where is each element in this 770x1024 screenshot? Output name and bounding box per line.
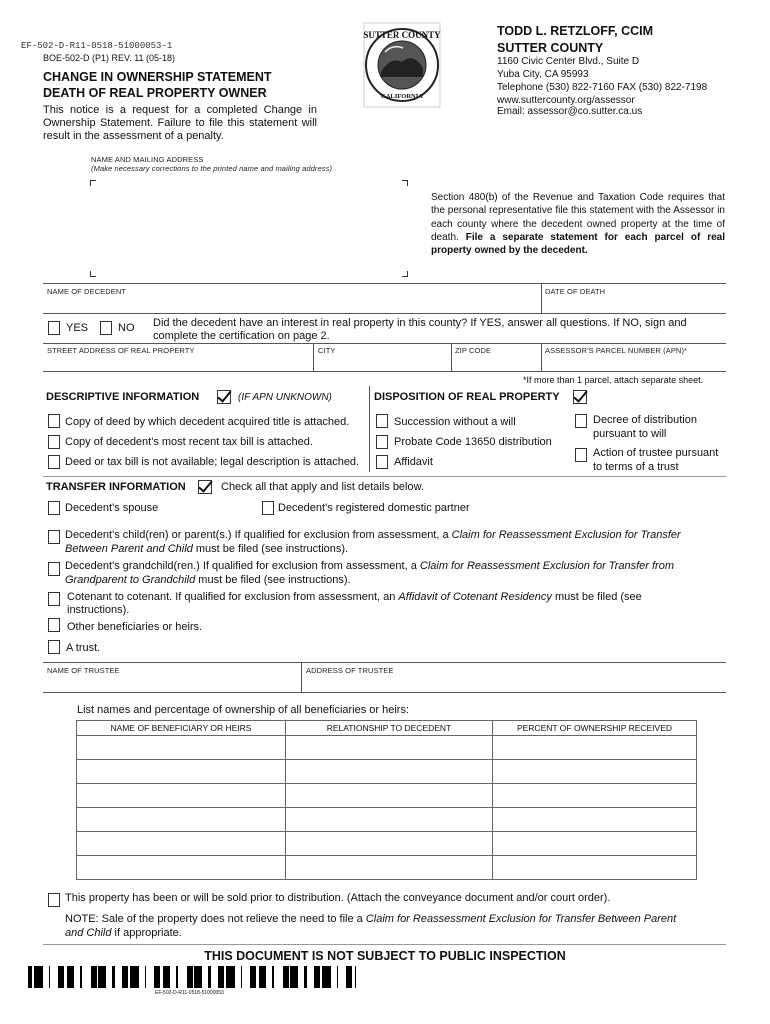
barcode-bar bbox=[218, 966, 220, 988]
decree-checkbox[interactable] bbox=[575, 414, 587, 428]
barcode bbox=[28, 966, 358, 988]
beneficiary-row bbox=[77, 760, 697, 784]
decree-label-line2: pursuant to will bbox=[593, 428, 667, 440]
barcode-bar bbox=[103, 966, 104, 988]
spouse-checkbox[interactable] bbox=[48, 501, 60, 515]
barcode-bar bbox=[304, 966, 307, 988]
probate-checkbox[interactable] bbox=[376, 435, 388, 449]
beneficiaries-intro: List names and percentage of ownership of all beneficiaries or heirs: bbox=[77, 704, 410, 716]
grandchild-label: Decedent's grandchild(ren.) If qualified for exclusion from assessment, a Claim for Reassessment Exclusion for Transfer from Grandparent to Grandchild must be filed (see instructions). bbox=[65, 560, 674, 586]
mailing-sublabel: (Make necessary corrections to the printed name and mailing address) bbox=[91, 164, 333, 173]
barcode-bar bbox=[130, 966, 133, 988]
barcode-bar bbox=[200, 966, 202, 988]
tax-bill-checkbox[interactable] bbox=[48, 435, 60, 449]
apn-label: ASSESSOR'S PARCEL NUMBER (APN)* bbox=[545, 346, 688, 355]
barcode-bar bbox=[176, 966, 178, 988]
deed-copy-checkbox[interactable] bbox=[48, 414, 60, 428]
barcode-bar bbox=[292, 966, 295, 988]
barcode-bar bbox=[226, 966, 229, 988]
beneficiary-row bbox=[77, 832, 697, 856]
mailing-address-box[interactable] bbox=[90, 180, 408, 277]
mailing-label: NAME AND MAILING ADDRESS bbox=[91, 155, 204, 164]
barcode-bar bbox=[40, 966, 43, 988]
barcode-text: EF-502-D-R11-0518-51000053 bbox=[155, 990, 224, 996]
transfer-instruction: Check all that apply and list details below. bbox=[221, 481, 425, 493]
trustee-action-line1: Action of trustee pursuant bbox=[593, 447, 719, 459]
form-revision: BOE-502-D (P1) REV. 11 (05-18) bbox=[43, 53, 176, 63]
percent-cell[interactable] bbox=[493, 856, 697, 880]
barcode-bar bbox=[122, 966, 124, 988]
barcode-bar bbox=[223, 966, 224, 988]
disposition-checkbox[interactable] bbox=[573, 390, 587, 404]
transfer-heading: TRANSFER INFORMATION bbox=[46, 481, 186, 493]
barcode-bar bbox=[188, 966, 190, 988]
assessor-name: TODD L. RETZLOFF, CCIM bbox=[497, 24, 654, 38]
section-480-text: Section 480(b) of the Revenue and Taxation Code requires that the personal representative file this statement with the Assessor in each county where the decedent owned property at the time of death. File a separate statement for each parcel of real property owned by the decedent. bbox=[431, 192, 725, 257]
domestic-partner-checkbox[interactable] bbox=[262, 501, 274, 515]
relationship-cell[interactable] bbox=[286, 760, 493, 784]
column-relationship-header: RELATIONSHIP TO DECEDENT bbox=[286, 721, 493, 736]
beneficiary-row bbox=[77, 736, 697, 760]
barcode-bar bbox=[253, 966, 254, 988]
barcode-bar bbox=[262, 966, 265, 988]
barcode-bar bbox=[28, 966, 31, 988]
penalty-notice: This notice is a request for a completed Change in Ownership Statement. Failure to file this statement will result in the assessment of a penalty. bbox=[43, 104, 317, 142]
barcode-bar bbox=[232, 966, 235, 988]
barcode-bar bbox=[254, 966, 256, 988]
other-beneficiaries-checkbox[interactable] bbox=[48, 618, 60, 632]
no-label: NO bbox=[118, 322, 135, 334]
yes-checkbox[interactable] bbox=[48, 321, 60, 335]
form-title-line1: CHANGE IN OWNERSHIP STATEMENT bbox=[43, 70, 272, 84]
beneficiary-name-cell[interactable] bbox=[77, 760, 286, 784]
percent-cell[interactable] bbox=[493, 736, 697, 760]
no-checkbox[interactable] bbox=[100, 321, 112, 335]
assessor-phone: Telephone (530) 822-7160 FAX (530) 822-7198 bbox=[497, 82, 708, 93]
decree-label-line1: Decree of distribution bbox=[593, 414, 697, 426]
barcode-bar bbox=[199, 966, 200, 988]
trust-checkbox[interactable] bbox=[48, 640, 60, 654]
succession-label: Succession without a will bbox=[394, 416, 516, 428]
barcode-bar bbox=[70, 966, 73, 988]
barcode-bar bbox=[328, 966, 331, 988]
trust-label: A trust. bbox=[66, 642, 101, 654]
barcode-bar bbox=[94, 966, 97, 988]
barcode-bar bbox=[158, 966, 160, 988]
trustee-address-label: ADDRESS OF TRUSTEE bbox=[306, 666, 394, 675]
deed-copy-label: Copy of deed by which decedent acquired title is attached. bbox=[65, 416, 350, 428]
barcode-bar bbox=[250, 966, 253, 988]
barcode-bar bbox=[190, 966, 193, 988]
decedent-name-label: NAME OF DECEDENT bbox=[47, 287, 127, 296]
barcode-bar bbox=[194, 966, 196, 988]
probate-label: Probate Code 13650 distribution bbox=[394, 436, 552, 448]
barcode-bar bbox=[127, 966, 128, 988]
barcode-bar bbox=[62, 966, 64, 988]
spouse-label: Decedent's spouse bbox=[65, 502, 159, 514]
beneficiary-row bbox=[77, 808, 697, 832]
barcode-bar bbox=[220, 966, 223, 988]
interest-question-line1: Did the decedent have an interest in real property in this county? If YES, answer all questions. If NO, sign and bbox=[153, 317, 687, 329]
relationship-cell[interactable] bbox=[286, 784, 493, 808]
form-title-line2: DEATH OF REAL PROPERTY OWNER bbox=[43, 86, 267, 100]
other-beneficiaries-label: Other beneficiaries or heirs. bbox=[67, 621, 203, 633]
barcode-bar bbox=[325, 966, 326, 988]
affidavit-label: Affidavit bbox=[394, 456, 433, 468]
barcode-bar bbox=[133, 966, 134, 988]
interest-question-line2: complete the certification on page 2. bbox=[153, 330, 330, 342]
trustee-action-line2: to terms of a trust bbox=[593, 461, 679, 473]
barcode-bar bbox=[265, 966, 266, 988]
beneficiary-name-cell[interactable] bbox=[77, 808, 286, 832]
beneficiary-name-cell[interactable] bbox=[77, 784, 286, 808]
barcode-bar bbox=[38, 966, 40, 988]
grandchild-checkbox[interactable] bbox=[48, 562, 60, 576]
assessor-website[interactable]: www.suttercounty.org/assessor bbox=[497, 95, 635, 106]
barcode-bar bbox=[169, 966, 170, 988]
sold-label: This property has been or will be sold prior to distribution. (Attach the conveyance document and/or court order). bbox=[65, 892, 611, 904]
barcode-bar bbox=[229, 966, 230, 988]
if-apn-unknown-label: (IF APN UNKNOWN) bbox=[238, 392, 332, 403]
barcode-bar bbox=[346, 966, 349, 988]
percent-cell[interactable] bbox=[493, 784, 697, 808]
barcode-bar bbox=[49, 966, 50, 988]
affidavit-checkbox[interactable] bbox=[376, 455, 388, 469]
yes-label: YES bbox=[66, 322, 89, 334]
child-parent-checkbox[interactable] bbox=[48, 530, 60, 544]
barcode-bar bbox=[154, 966, 157, 988]
sold-checkbox[interactable] bbox=[48, 893, 60, 907]
beneficiaries-header-row bbox=[77, 721, 697, 736]
barcode-bar bbox=[187, 966, 188, 988]
barcode-bar bbox=[80, 966, 82, 988]
relationship-cell[interactable] bbox=[286, 856, 493, 880]
barcode-bar bbox=[290, 966, 292, 988]
barcode-bar bbox=[295, 966, 296, 988]
county-seal bbox=[363, 22, 441, 108]
beneficiaries-table bbox=[76, 720, 697, 880]
barcode-bar bbox=[34, 966, 37, 988]
barcode-bar bbox=[316, 966, 319, 988]
beneficiary-row bbox=[77, 856, 697, 880]
beneficiary-row bbox=[77, 784, 697, 808]
percent-cell[interactable] bbox=[493, 760, 697, 784]
barcode-bar bbox=[319, 966, 320, 988]
barcode-bar bbox=[98, 966, 100, 988]
beneficiary-name-cell[interactable] bbox=[77, 856, 286, 880]
barcode-bar bbox=[166, 966, 169, 988]
barcode-bar bbox=[31, 966, 32, 988]
transfer-checkbox[interactable] bbox=[198, 480, 212, 494]
barcode-bar bbox=[145, 966, 146, 988]
barcode-bar bbox=[164, 966, 166, 988]
barcode-bar bbox=[196, 966, 199, 988]
barcode-bar bbox=[104, 966, 106, 988]
date-of-death-label: DATE OF DEATH bbox=[545, 287, 606, 296]
barcode-bar bbox=[58, 966, 61, 988]
street-address-label: STREET ADDRESS OF REAL PROPERTY bbox=[47, 346, 195, 355]
beneficiary-name-cell[interactable] bbox=[77, 832, 286, 856]
barcode-bar bbox=[73, 966, 74, 988]
barcode-bar bbox=[100, 966, 103, 988]
barcode-bar bbox=[355, 966, 356, 988]
apn-note: *If more than 1 parcel, attach separate sheet. bbox=[523, 375, 704, 385]
assessor-email[interactable]: Email: assessor@co.sutter.ca.us bbox=[497, 106, 643, 117]
trustee-action-checkbox[interactable] bbox=[575, 448, 587, 462]
tax-bill-label: Copy of decedent's most recent tax bill is attached. bbox=[65, 436, 313, 448]
barcode-bar bbox=[322, 966, 325, 988]
relationship-cell[interactable] bbox=[286, 736, 493, 760]
barcode-bar bbox=[134, 966, 136, 988]
barcode-bar bbox=[272, 966, 274, 988]
percent-cell[interactable] bbox=[493, 808, 697, 832]
svg-text:SUTTER COUNTY: SUTTER COUNTY bbox=[363, 30, 441, 40]
percent-cell[interactable] bbox=[493, 832, 697, 856]
city-label: CITY bbox=[318, 346, 336, 355]
apn-unknown-checkbox[interactable] bbox=[217, 390, 231, 404]
barcode-bar bbox=[314, 966, 316, 988]
trustee-name-label: NAME OF TRUSTEE bbox=[47, 666, 120, 675]
barcode-bar bbox=[284, 966, 286, 988]
assessor-address1: 1160 Civic Center Blvd., Suite D bbox=[497, 56, 640, 67]
column-name-header: NAME OF BENEFICIARY OR HEIRS bbox=[77, 721, 286, 736]
zip-label: ZIP CODE bbox=[455, 346, 492, 355]
barcode-bar bbox=[136, 966, 139, 988]
public-inspection-notice: THIS DOCUMENT IS NOT SUBJECT TO PUBLIC INSPECTION bbox=[204, 949, 566, 963]
cotenant-checkbox[interactable] bbox=[48, 592, 60, 606]
barcode-bar bbox=[241, 966, 242, 988]
child-parent-label: Decedent's child(ren) or parent(s.) If qualified for exclusion from assessment, a Claim for Reassessment Exclusion for Transfer Between Parent and Child must be filed (see instructions). bbox=[65, 529, 681, 555]
barcode-bar bbox=[124, 966, 127, 988]
column-percent-header: PERCENT OF OWNERSHIP RECEIVED bbox=[493, 721, 697, 736]
disposition-heading: DISPOSITION OF REAL PROPERTY bbox=[374, 391, 560, 403]
beneficiary-name-cell[interactable] bbox=[77, 736, 286, 760]
descriptive-heading: DESCRIPTIVE INFORMATION bbox=[46, 391, 200, 403]
barcode-bar bbox=[350, 966, 352, 988]
succession-checkbox[interactable] bbox=[376, 414, 388, 428]
barcode-bar bbox=[296, 966, 298, 988]
barcode-bar bbox=[259, 966, 260, 988]
sale-note: NOTE: Sale of the property does not relieve the need to file a Claim for Reassessment Exclusion for Transfer Between Parent and Child if appropriate. bbox=[65, 913, 677, 939]
barcode-bar bbox=[349, 966, 350, 988]
barcode-bar bbox=[112, 966, 115, 988]
domestic-partner-label: Decedent's registered domestic partner bbox=[278, 502, 470, 514]
barcode-bar bbox=[68, 966, 70, 988]
assessor-address2: Yuba City, CA 95993 bbox=[497, 69, 589, 80]
barcode-bar bbox=[286, 966, 289, 988]
barcode-bar bbox=[92, 966, 94, 988]
barcode-bar bbox=[326, 966, 328, 988]
barcode-bar bbox=[61, 966, 62, 988]
assessor-county: SUTTER COUNTY bbox=[497, 41, 604, 55]
svg-text:CALIFORNIA: CALIFORNIA bbox=[381, 93, 423, 100]
barcode-bar bbox=[163, 966, 164, 988]
form-id-code: EF-502-D-R11-0518-51000053-1 bbox=[21, 41, 173, 51]
relationship-cell[interactable] bbox=[286, 808, 493, 832]
barcode-bar bbox=[91, 966, 92, 988]
barcode-bar bbox=[67, 966, 68, 988]
legal-description-label: Deed or tax bill is not available; legal description is attached. bbox=[65, 456, 360, 468]
barcode-bar bbox=[260, 966, 262, 988]
cotenant-label: Cotenant to cotenant. If qualified for exclusion from assessment, an Affidavit of Cotenant Residency must be filed (see instructions). bbox=[67, 591, 642, 616]
barcode-bar bbox=[337, 966, 338, 988]
barcode-bar bbox=[157, 966, 158, 988]
barcode-bar bbox=[37, 966, 38, 988]
barcode-bar bbox=[230, 966, 232, 988]
barcode-bar bbox=[208, 966, 211, 988]
barcode-bar bbox=[283, 966, 284, 988]
relationship-cell[interactable] bbox=[286, 832, 493, 856]
legal-description-checkbox[interactable] bbox=[48, 455, 60, 469]
